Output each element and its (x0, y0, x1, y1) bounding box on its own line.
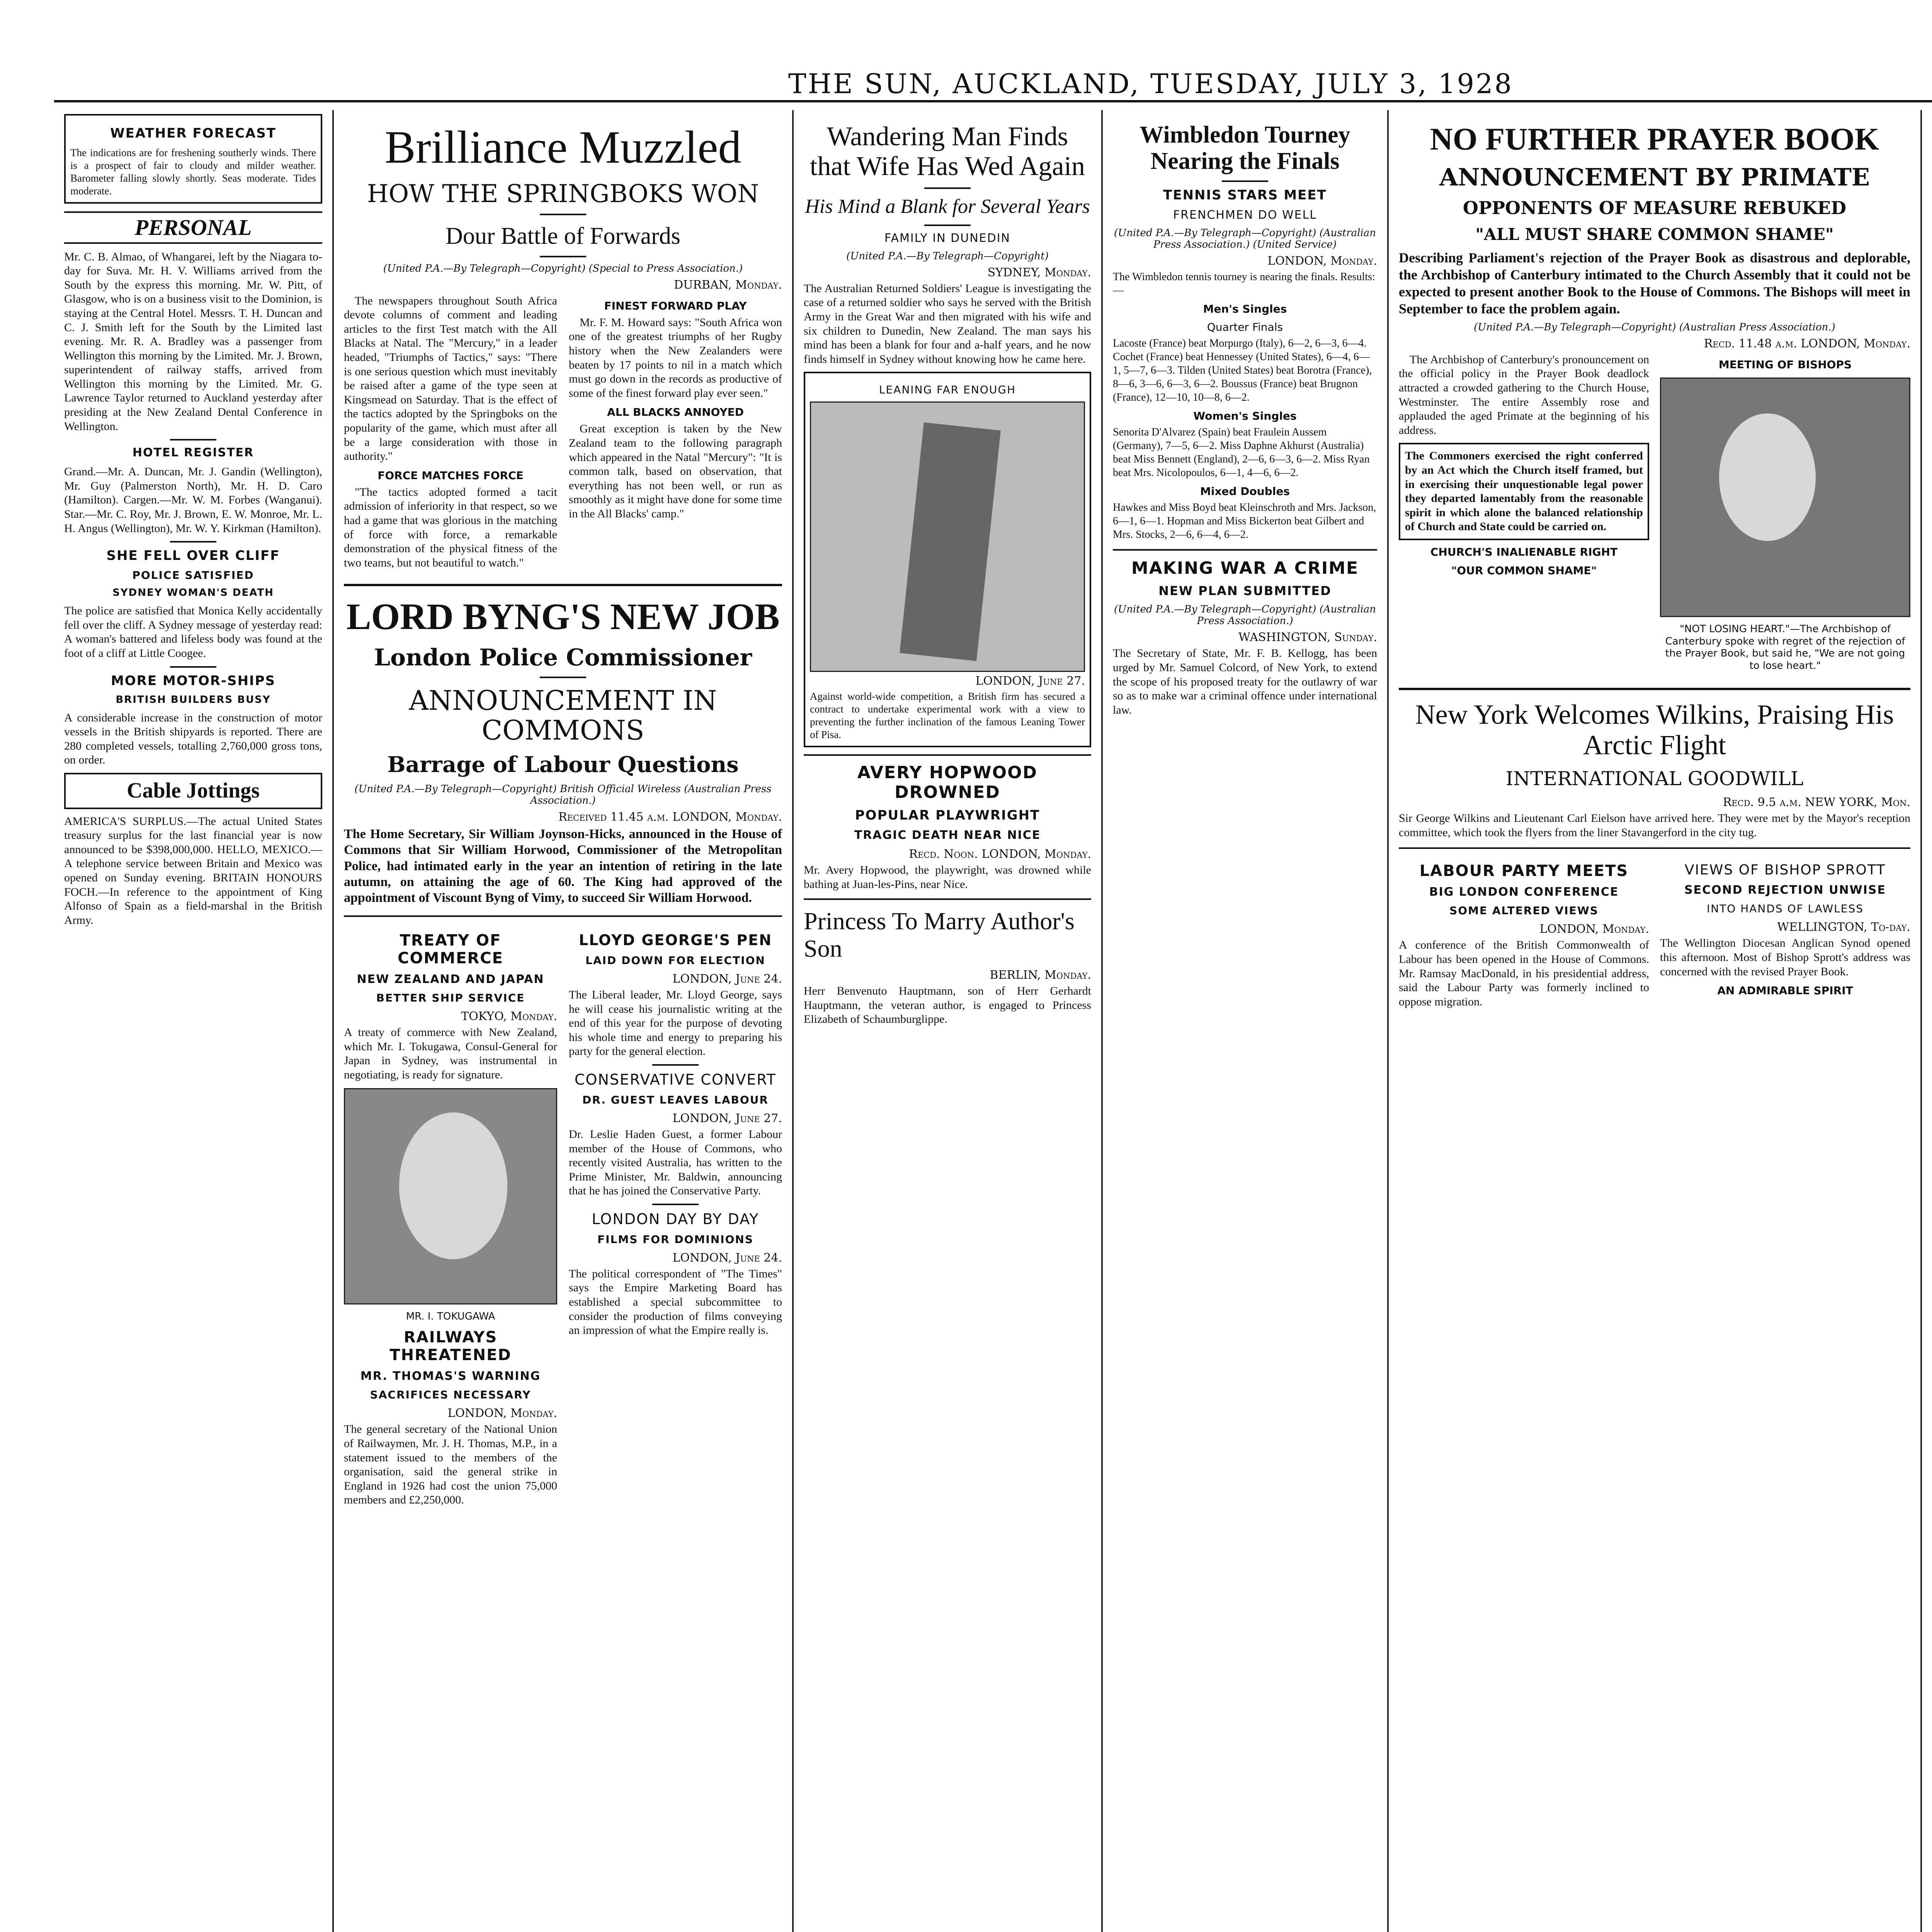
politics-section (569, 926, 782, 1507)
mens-results: Lacoste (France) beat Morpurgo (Italy), 6—2, 6—3, 6—4. Cochet (France) beat Hennessey (United States), 6—4, 6—1, 5—7, 6—3. Tilden (United States) beat Borotra (France), 8—6, 3—6, 6—3, 6—2. Boussus (France) beat Brugnon (France), 12—10, 10—8, 6—2. (1113, 337, 1372, 404)
wimbledon-credit: (United P.A.—By Telegraph—Copyright) (Australian Press Association.) (United Service) (1114, 227, 1376, 251)
pisa-box (804, 372, 1091, 747)
lg-text: The Liberal leader, Mr. Lloyd George, says he will cease his journalistic writing at the end of this year for the purpose of devoting his whole time and energy to preparing his party for the general election. (569, 988, 782, 1058)
pisa-title: LEANING FAR ENOUGH (879, 383, 1016, 396)
hopwood-title: AVERY HOPWOOD DROWNED (857, 763, 1038, 803)
springboks-text-3: Mr. F. M. Howard says: "South Africa won one of the greatest triumphs of her Rugby history when the New Zealanders were beaten by 17 points to nil in a match which must go down in the records as productive of some of the finest forward play ever seen." (569, 316, 782, 400)
springboks-text-2: "The tactics adopted formed a tacit admission of inferiority in that respect, so we had a game that was glorious in the matching of force with force, a remarkable demonstration of the physical fitness of the two teams, but not beautiful to watch." (344, 485, 557, 569)
wandering-dateline: SYDNEY, Monday. (987, 265, 1091, 279)
springboks-text: The newspapers throughout South Africa devote columns of comment and leading articles to the first Test match with the All Blacks at Natal. The "Mercury," in a leader headed, "Triumphs of Tactics," says: "There is one serious question which must inevitably be raised after a game of the type seen at Kingsmead on Saturday. That is the effect of the tactics adopted by the Springboks on the popularity of the game, which must after all be a large consideration with those in authority." (344, 294, 557, 463)
divider (540, 214, 586, 215)
hopwood-subhead: POPULAR PLAYWRIGHT (855, 808, 1040, 823)
rail-title: RAILWAYS THREATENED (389, 1328, 512, 1364)
springboks-credit: (United P.A.—By Telegraph—Copyright) (Special to Press Association.) (383, 262, 743, 274)
column-1 (54, 110, 332, 1932)
sprott-title: VIEWS OF BISHOP SPROTT (1684, 862, 1886, 878)
war-text: The Secretary of State, Mr. F. B. Kellogg, has been urged by Mr. Samuel Colcord, of New York, to extend the scope of his proposed treaty for the outlawry of war so as to make war a criminal offence under international law. (1113, 647, 1377, 716)
ships-subhead: BRITISH BUILDERS BUSY (116, 694, 271, 706)
weather-title: WEATHER FORECAST (110, 126, 276, 141)
section-rule (344, 915, 782, 917)
labour-text: A conference of the British Commonwealth of Labour has been opened in the House of Commons. Mr. Ramsay MacDonald, in his presidential address, said the Labour Party was formerly inclined to oppose migration. (1399, 939, 1649, 1008)
divider (652, 1064, 699, 1066)
wilkins-text: Sir George Wilkins and Lieutenant Carl Eielson have arrived here. They were met by the Mayor's reception committee, which took the flyers from the liner Stavangerford in the city tug. (1399, 812, 1910, 839)
cliff-text: The police are satisfied that Monica Kelly accidentally fell over the cliff. A Sydney message of yesterday read: A woman's battered and lifeless body was found at the foot of a cliff at Little Coogee. (64, 604, 322, 660)
lower-split (344, 926, 782, 1507)
cable-box (64, 773, 322, 809)
springboks-deck-2: Dour Battle of Forwards (446, 223, 680, 250)
pisa-caption: Against world-wide competition, a British firm has secured a contract to undertake experimental work with a view to preventing the further inclination of the famous Leaning Tower of Pisa. (810, 690, 1085, 741)
war-subhead: NEW PLAN SUBMITTED (1158, 583, 1332, 599)
personal-title: PERSONAL (64, 211, 322, 244)
prayer-book-credit: (United P.A.—By Telegraph—Copyright) (Australian Press Association.) (1474, 321, 1835, 333)
sprott-section (1660, 857, 1910, 1009)
ships-text: A considerable increase in the construction of motor vessels in the British shipyards is reported. There are 280 completed vessels, totalling 2,760,000 gross tons, on order. (64, 711, 322, 767)
prayer-book-deck-2: OPPONENTS OF MEASURE REBUKED (1463, 197, 1847, 219)
prayer-book-headline: NO FURTHER PRAYER BOOK (1430, 121, 1879, 156)
springboks-dateline: DURBAN, Monday. (674, 278, 782, 292)
springboks-text-4: Great exception is taken by the New Zealand team to the following paragraph which appeared in the Natal "Mercury": "It is common talk, based on observation, that everything has not been well, or run as smoothly as it might have done for some time in the All Blacks' camp." (569, 422, 782, 520)
archbishop-photo (1660, 378, 1910, 617)
sprott-subhead: SECOND REJECTION UNWISE (1684, 883, 1886, 897)
section-rule (1399, 847, 1910, 849)
byng-dateline: Received 11.45 a.m. LONDON, Monday. (558, 810, 782, 824)
springboks-body (344, 294, 782, 574)
prayer-book-body (1399, 353, 1910, 679)
byng-headline: LORD BYNG'S NEW JOB (346, 596, 780, 638)
springboks-headline: Brilliance Muzzled (384, 121, 742, 173)
wilkins-headline: New York Welcomes Wilkins, Praising His Arctic Flight (1415, 699, 1894, 760)
spirit-subhead: AN ADMIRABLE SPIRIT (1717, 984, 1853, 997)
divider (924, 224, 971, 226)
cable-title: Cable Jottings (127, 778, 260, 803)
labour-section (1399, 857, 1649, 1009)
sprott-text: The Wellington Diocesan Anglican Synod opened this afternoon. Most of Bishop Sprott's address was concerned with the revised Prayer Book. (1660, 937, 1910, 978)
princess-text: Herr Benvenuto Hauptmann, son of Herr Gerhardt Hauptmann, the veteran author, is engaged to Princess Elizabeth of Schaumburglippe. (804, 985, 1091, 1026)
cons-dateline: LONDON, June 27. (672, 1111, 782, 1125)
byng-deck-3: Barrage of Labour Questions (387, 752, 739, 778)
rail-text: The general secretary of the National Union of Railwaymen, Mr. J. H. Thomas, M.P., in a statement issued to the members of the organisation, said the general strike in England in 1926 had cost the union 75,000 members and £2,250,000. (344, 1423, 557, 1507)
labour-subhead: BIG LONDON CONFERENCE (1429, 885, 1619, 899)
weather-text: The indications are for freshening southerly winds. There is a prospect of fair to cloudy and milder weather. Barometer falling slowly shortly. Seas moderate. Tides moderate. (70, 147, 316, 197)
section-rule (344, 584, 782, 586)
tokugawa-photo (344, 1088, 557, 1304)
prayer-book-dateline: Recd. 11.48 a.m. LONDON, Monday. (1704, 337, 1910, 350)
wandering-deck: His Mind a Blank for Several Years (805, 196, 1090, 218)
archbishop-caption: "NOT LOSING HEART."—The Archbishop of Canterbury spoke with regret of the rejection of the Prayer Book, but said he, "We are not going to lose heart." (1665, 623, 1905, 672)
day-dateline: LONDON, June 24. (672, 1251, 782, 1265)
wimbledon-headline: Wimbledon Tourney Nearing the Finals (1139, 122, 1350, 175)
hotel-text: Grand.—Mr. A. Duncan, Mr. J. Gandin (Wellington), Mr. Guy (Palmerston North), Mr. H. D. Caro (Hamilton). Cargen.—Mr. W. M. Forbes (Wanganui). Star.—Mr. C. Roy, Mr. J. Brown, E. W. Monroe, Mr. L. H. Angus (Wellington), Mr. W. Y. Kirkman (Hamilton). (64, 465, 322, 535)
masthead: THE SUN, AUCKLAND, TUESDAY, JULY 3, 1928 (788, 68, 1514, 100)
hopwood-subhead-2: TRAGIC DEATH NEAR NICE (854, 828, 1041, 842)
weather-box (64, 114, 322, 204)
cable-text: AMERICA'S SURPLUS.—The actual United States treasury surplus for the last financial year is now announced to be $398,000,000. HELLO, MEXICO.—A telephone service between Britain and Mexico was opened on Sunday evening. BRITAIN HONOURS FOCH.—In reference to the appointment of King Alfonso of Spain as a field-marshal in the British Army. (64, 815, 322, 927)
cliff-subhead: POLICE SATISFIED (132, 569, 254, 582)
cliff-title: SHE FELL OVER CLIFF (106, 548, 280, 564)
hopwood-dateline: Recd. Noon. LONDON, Monday. (909, 847, 1091, 861)
prayer-book-deck: ANNOUNCEMENT BY PRIMATE (1439, 163, 1870, 192)
labour-title: LABOUR PARTY MEETS (1419, 862, 1629, 880)
hopwood-text: Mr. Avery Hopwood, the playwright, was drowned while bathing at Juan-les-Pins, near Nice. (804, 864, 1091, 891)
cons-text: Dr. Leslie Haden Guest, a former Labour member of the House of Commons, who recently visited Australia, has written to the Prime Minister, Mr. Baldwin, announcing that he has joined the Conservative Party. (569, 1128, 782, 1197)
byng-credit: (United P.A.—By Telegraph—Copyright) British Official Wireless (Australian Press Association.) (354, 783, 772, 806)
tokugawa-caption: MR. I. TOKUGAWA (406, 1311, 495, 1323)
commoners-box: The Commoners exercised the right conferred by an Act which the Church itself framed, but in exercising their unquestionable legal power they departed lamentably from the reasonable spirit in which alone the balanced relationship of Church and State could be carried on. (1399, 443, 1649, 540)
divider (924, 187, 971, 189)
wimbledon-subhead: TENNIS STARS MEET (1163, 187, 1327, 203)
day-text: The political correspondent of "The Times" says the Empire Marketing Board has established a special subcommittee to consider the production of films conveying an impression of what the Empire really is. (569, 1267, 782, 1337)
byng-text: The Home Secretary, Sir William Joynson-Hicks, announced in the House of Commons that Sir William Horwood, Commissioner of the Metropolitan Police, had intimated early in the year an intention of retiring in the late autumn, on attaining the age of 60. The King had approved of the appointment of Viscount Byng of Vimy, to succeed Sir William Horwood. (344, 827, 782, 905)
treaty-subhead-2: BETTER SHIP SERVICE (376, 991, 525, 1004)
treaty-text: A treaty of commerce with New Zealand, which Mr. I. Tokugawa, Consul-General for Japan in Sydney, was instrumental in negotiating, is ready for signature. (344, 1026, 557, 1081)
wimbledon-dateline: LONDON, Monday. (1267, 254, 1377, 268)
war-title: MAKING WAR A CRIME (1131, 558, 1359, 578)
column-2 (334, 110, 792, 1932)
mens-singles-heading: Men's Singles (1203, 303, 1287, 316)
cons-subhead: DR. GUEST LEAVES LABOUR (582, 1093, 769, 1106)
quarter-finals-heading: Quarter Finals (1207, 321, 1283, 334)
divider (170, 666, 216, 668)
cliff-subhead-2: SYDNEY WOMAN'S DEATH (112, 587, 274, 599)
cons-title: CONSERVATIVE CONVERT (574, 1071, 777, 1088)
war-credit: (United P.A.—By Telegraph—Copyright) (Australian Press Association.) (1114, 604, 1376, 627)
mixed-doubles-heading: Mixed Doubles (1200, 485, 1290, 498)
section-rule (804, 754, 1091, 756)
mixed-results: Hawkes and Miss Boyd beat Kleinschroth and Mrs. Jackson, 6—1, 6—1. Hopman and Miss Bickerton beat Gilbert and Mrs. Stocks, 2—6, 6—4, 6—2. (1113, 502, 1376, 541)
divider (1222, 180, 1268, 182)
hotel-title: HOTEL REGISTER (132, 446, 254, 460)
day-subhead: FILMS FOR DOMINIONS (597, 1233, 753, 1246)
war-dateline: WASHINGTON, Sunday. (1238, 631, 1377, 645)
wandering-headline: Wandering Man Finds that Wife Has Wed Again (810, 122, 1085, 181)
wilkins-subhead: INTERNATIONAL GOODWILL (1505, 767, 1804, 790)
page-header (54, 68, 1932, 102)
prayer-book-intro: Describing Parliament's rejection of the Prayer Book as disastrous and deplorable, the Archbishop of Canterbury intimated to the Church Assembly that it could not be expected to present another Book to the House of Commons. The Bishops will meet in September to face the problem again. (1399, 250, 1910, 316)
labour-dateline: LONDON, Monday. (1539, 922, 1649, 936)
lg-dateline: LONDON, June 24. (672, 972, 782, 986)
column-5 (1389, 110, 1920, 1932)
divider (170, 541, 216, 543)
springboks-subhead-2: FINEST FORWARD PLAY (604, 299, 747, 312)
bishops-subhead: MEETING OF BISHOPS (1718, 358, 1852, 371)
wimbledon-subhead-2: FRENCHMEN DO WELL (1173, 208, 1317, 222)
column-6 (1922, 110, 1932, 1932)
pisa-photo (810, 401, 1085, 672)
sprott-subhead-2: INTO HANDS OF LAWLESS (1706, 902, 1864, 915)
column-4 (1103, 110, 1387, 1932)
sprott-dateline: WELLINGTON, To-day. (1777, 920, 1910, 934)
womens-singles-heading: Women's Singles (1193, 410, 1297, 423)
rail-subhead-2: SACRIFICES NECESSARY (370, 1388, 531, 1401)
springboks-subhead: FORCE MATCHES FORCE (378, 469, 524, 482)
prayer-book-quote: "ALL MUST SHARE COMMON SHAME" (1475, 224, 1834, 244)
section-rule (1113, 549, 1377, 551)
wimbledon-intro: The Wimbledon tennis tourney is nearing the finals. Results:— (1113, 271, 1375, 297)
treaty-section (344, 926, 557, 1507)
lg-subhead: LAID DOWN FOR ELECTION (585, 954, 765, 967)
wandering-credit: (United P.A.—By Telegraph—Copyright) (846, 250, 1049, 262)
rail-subhead: MR. THOMAS'S WARNING (360, 1369, 541, 1383)
prayer-book-text: The Archbishop of Canterbury's pronouncement on the official policy in the Prayer Book deadlock attracted a crowded gathering to the Church House, Westminster. The entire Assembly rose and applauded the aged Primate at the beginning of his address. (1399, 353, 1649, 437)
princess-headline: Princess To Marry Author's Son (804, 907, 1075, 962)
treaty-title: TREATY OF COMMERCE (398, 931, 503, 967)
section-rule (804, 898, 1091, 900)
treaty-subhead: NEW ZEALAND AND JAPAN (357, 972, 544, 986)
lg-title: LLOYD GEORGE'S PEN (578, 931, 772, 949)
ships-title: MORE MOTOR-SHIPS (111, 673, 276, 689)
personal-text: Mr. C. B. Almao, of Whangarei, left by the Niagara to-day for Suva. Mr. H. V. Williams arrived from the South by the express this morning. Mr. W. Pitt, of Glasgow, who is on a business visit to the Dominion, is staying at the Central Hotel. Messrs. T. H. Duncan and C. J. Smith left for the South by the Limited last evening. Mr. R. A. Bradley was a passenger from Wellington this morning by the Limited. Mr. J. Brown, superintendent of railway staffs, arrived from Wellington this morning by the Limited. Mr. G. Lawrence Taylor returned to Auckland yesterday after presiding at the New Zealand Dental Conference in Wellington. (64, 250, 322, 433)
divider (540, 256, 586, 257)
column-3 (794, 110, 1101, 1932)
byng-deck-2: ANNOUNCEMENT IN COMMONS (409, 685, 717, 747)
common-shame-subhead: "OUR COMMON SHAME" (1451, 564, 1597, 577)
springboks-subhead-3: ALL BLACKS ANNOYED (607, 406, 744, 419)
section-rule (1399, 688, 1910, 690)
church-right-subhead: CHURCH'S INALIENABLE RIGHT (1430, 545, 1618, 558)
divider (652, 1204, 699, 1205)
wandering-text: The Australian Returned Soldiers' League is investigating the case of a returned soldier who says he served with the British Army in the Great War and then migrated with his wife and six children to Dunedin, New Zealand. The man says his mind has been a blank for four and a-half years, and he now finds himself in Sydney without knowing how he came here. (804, 282, 1091, 366)
divider (540, 677, 586, 678)
labour-subhead-2: SOME ALTERED VIEWS (1449, 904, 1599, 917)
treaty-dateline: TOKYO, Monday. (461, 1009, 557, 1023)
divider (170, 439, 216, 440)
wandering-subhead: FAMILY IN DUNEDIN (884, 231, 1011, 245)
lower-split-5 (1399, 857, 1910, 1009)
rail-dateline: LONDON, Monday. (447, 1406, 557, 1420)
day-title: LONDON DAY BY DAY (592, 1210, 759, 1228)
pisa-dateline: LONDON, June 27. (975, 674, 1085, 688)
womens-results: Senorita D'Alvarez (Spain) beat Fraulein Aussem (Germany), 7—5, 6—2. Miss Daphne Akhurst (Australia) beat Miss Bennett (England), 2—6, 6—3, 6—2. Miss Ryan beat Mrs. Nicolopoulos, 6—1, 4—6, 6—2. (1113, 426, 1370, 479)
byng-deck: London Police Commissioner (374, 644, 752, 672)
springboks-deck: HOW THE SPRINGBOKS WON (367, 180, 759, 208)
princess-dateline: BERLIN, Monday. (990, 968, 1091, 982)
wilkins-dateline: Recd. 9.5 a.m. NEW YORK, Mon. (1723, 796, 1910, 810)
